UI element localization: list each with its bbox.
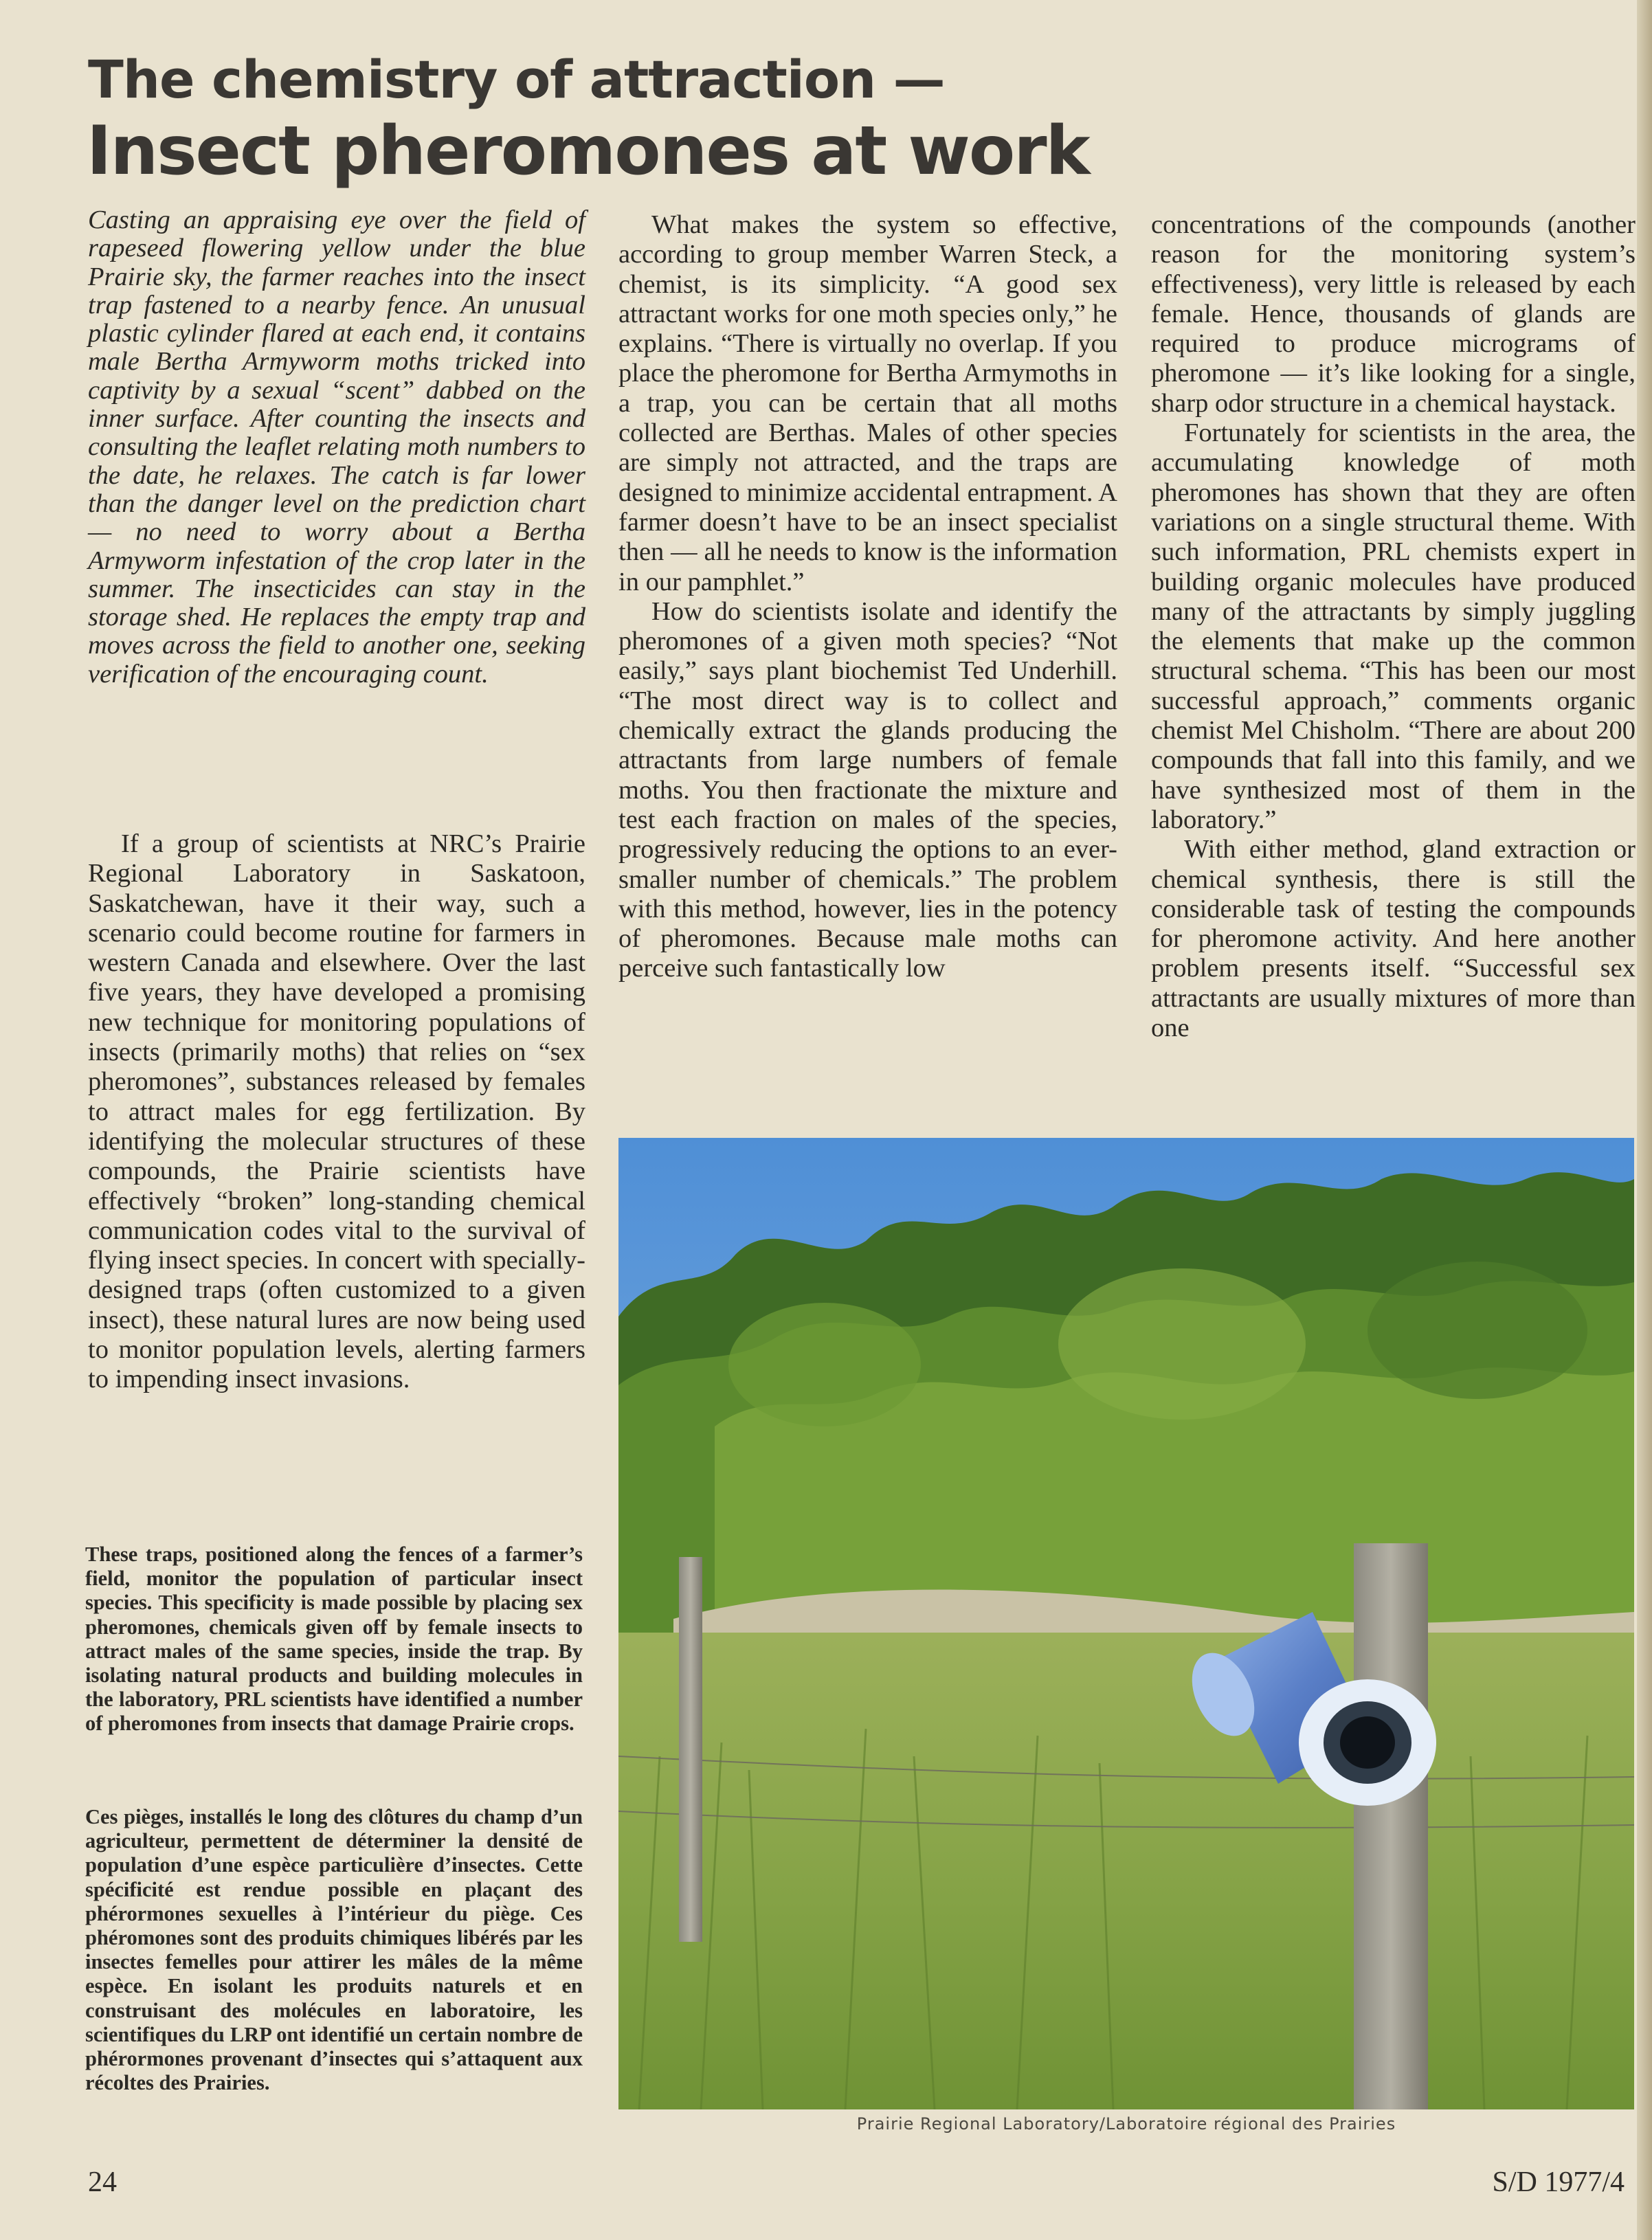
headline-title: Insect pheromones at work <box>87 112 1089 190</box>
body-paragraph: How do scientists isolate and identify the pheromones of a given moth species? “Not easily,” says plant biochemist Ted Underhill. “The most direct way is to collect and chemically extract the glands producing the attractants from large numbers of female moths. You then fractionate the mixture and test each fraction on males of the species, progressively reducing the options to an ever-smaller number of chemicals.” The problem with this method, however, lies in the potency of pheromones. Because male moths can perceive such fantastically low <box>618 596 1117 983</box>
photo-caption-english: These traps, positioned along the fences of a farmer’s field, monitor the population of particular insect species. This specificity is made possible by placing sex pheromones, chemicals given off by female insects to attract males of the same species, inside the trap. By isolating natural products and building molecules in the laboratory, PRL scientists have identified a number of pheromones from insects that damage Prairie crops. <box>85 1543 583 1736</box>
insect-trap-photo <box>618 1138 1634 2109</box>
photo-credit: Prairie Regional Laboratory/Laboratoire régional des Prairies <box>856 2114 1396 2133</box>
body-column-2 <box>618 210 1117 984</box>
page-spine-edge <box>1637 0 1652 2240</box>
body-column-1 <box>88 829 585 1395</box>
body-paragraph: concentrations of the compounds (another reason for the monitoring system’s effectiveness), very little is released by each female. Hence, thousands of glands are required to produce micrograms of pheromone — it’s like looking for a single, sharp odor structure in a chemical haystack. <box>1151 210 1636 418</box>
body-paragraph: What makes the system so effective, according to group member Warren Steck, a chemist, is its simplicity. “A good sex attractant works for one moth species only,” he explains. “There is virtually no overlap. If you place the pheromone for Bertha Armymoths in a trap, you can be certain that all moths collected are Berthas. Males of other species are simply not attracted, and the traps are designed to minimize accidental entrapment. A farmer doesn’t have to be an insect specialist then — all he needs to know is the information in our pamphlet.” <box>618 210 1117 596</box>
body-paragraph: With either method, gland extraction or chemical synthesis, there is still the considerable task of testing the compounds for pheromone activity. And here another problem presents itself. “Successful sex attractants are usually mixtures of more than one <box>1151 835 1636 1043</box>
body-paragraph: If a group of scientists at NRC’s Prairie Regional Laboratory in Saskatoon, Saskatchewan, have it their way, such a scenario could become routine for farmers in western Canada and elsewhere. Over the last five years, they have developed a promising new technique for monitoring populations of insects (primarily moths) that relies on “sex pheromones”, substances released by females to attract males for egg fertilization. By identifying the molecular structures of these compounds, the Prairie scientists have effectively “broken” long-standing chemical communication codes vital to the survival of flying insect species. In concert with specially-designed traps (often customized to a given insect), these natural lures are now being used to monitor population levels, alerting farmers to impending insect invasions. <box>88 829 585 1394</box>
headline-kicker: The chemistry of attraction — <box>88 49 945 110</box>
intro-text: Casting an appraising eye over the field of rapeseed flowering yellow under the blue Prairie sky, the farmer reaches into the insect trap fastened to a nearby fence. An unusual plastic cylinder flared at each end, it contains male Bertha Armyworm moths tricked into captivity by a sexual “scent” dabbed on the inner surface. After counting the insects and consulting the leaflet relating moth numbers to the date, he relaxes. The catch is far lower than the danger level on the prediction chart — no need to worry about a Bertha Armyworm infestation of the crop later in the summer. The insecticides can stay in the storage shed. He replaces the empty trap and moves across the field to another one, seeking verification of the encouraging count. <box>88 205 585 688</box>
page-number: 24 <box>88 2166 117 2198</box>
photo-caption-french: Ces pièges, installés le long des clôtures du champ d’un agriculteur, permettent de déterminer la densité de population d’une espèce particulière d’insectes. Cette spécificité est rendue possible en plaçant des phérormones sexuelles à l’intérieur du piège. Ces phéromones sont des produits chimiques libérés par les insectes femelles pour attirer les mâles de la même espèce. En isolant les produits naturels et en construisant des molécules en laboratoire, les scientifiques du LRP ont identifié un certain nombre de phérormones provenant d’insectes qui s’attaquent aux récoltes des Prairies. <box>85 1805 583 2095</box>
body-paragraph: Fortunately for scientists in the area, the accumulating knowledge of moth pheromones has shown that they are often variations on a single structural theme. With such information, PRL chemists expert in building organic molecules have produced many of the attractants by simply juggling the elements that make up the common structural schema. “This has been our most successful approach,” comments organic chemist Mel Chisholm. “There are about 200 compounds that fall into this family, and we have synthesized most of them in the laboratory.” <box>1151 418 1636 834</box>
intro-paragraph <box>88 206 585 688</box>
issue-label: S/D 1977/4 <box>1492 2166 1625 2198</box>
body-column-3 <box>1151 210 1636 1043</box>
